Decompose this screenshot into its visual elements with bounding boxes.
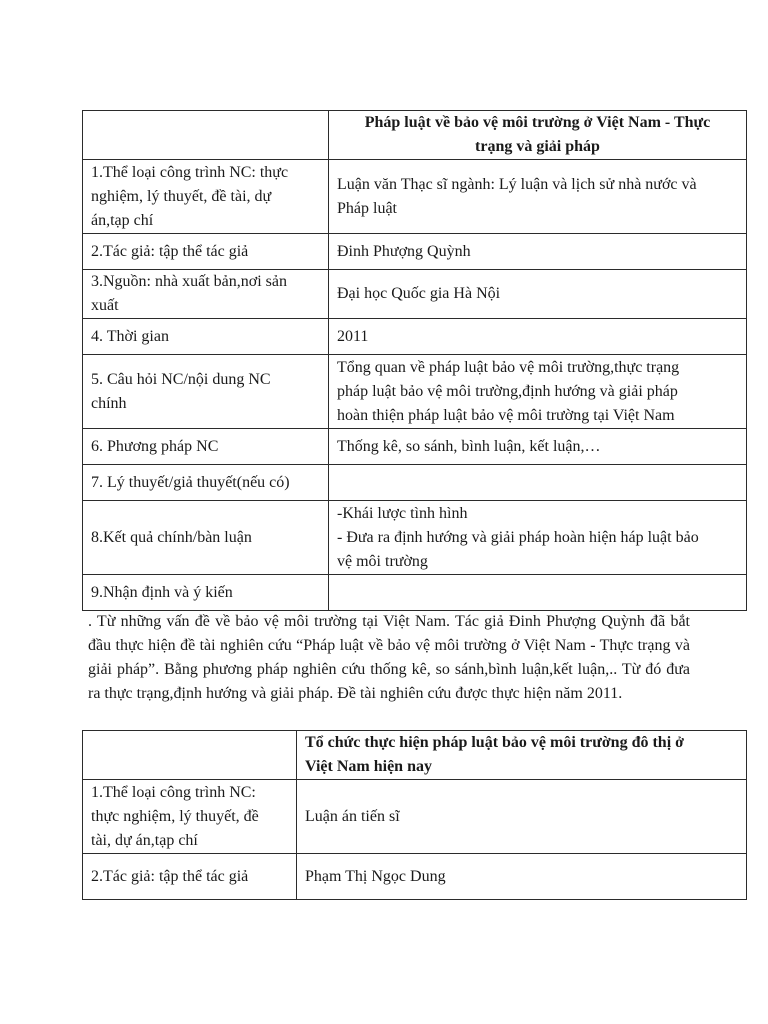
row-label: 2.Tác giả: tập thể tác giả <box>83 234 329 270</box>
research-table-2 <box>82 730 747 900</box>
row-label: 7. Lý thuyết/giả thuyết(nếu có) <box>83 465 329 501</box>
table-row <box>83 575 747 611</box>
header-empty-cell <box>83 731 297 780</box>
research-title-cell: Pháp luật về bảo vệ môi trường ở Việt Nam - Thực trạng và giải pháp <box>329 111 747 160</box>
row-label: 1.Thể loại công trình NC: thực nghiệm, lý thuyết, đề tài, dự án,tạp chí <box>83 780 297 854</box>
row-value: Đại học Quốc gia Hà Nội <box>329 270 747 319</box>
table-row <box>83 270 747 319</box>
row-value: 2011 <box>329 319 747 355</box>
research-table-1 <box>82 110 747 611</box>
header-empty-cell <box>83 111 329 160</box>
table-header-row <box>83 111 747 160</box>
table-row <box>83 429 747 465</box>
row-value: Đinh Phượng Quỳnh <box>329 234 747 270</box>
row-value: Luận văn Thạc sĩ ngành: Lý luận và lịch sử nhà nước và Pháp luật <box>329 160 747 234</box>
table-row <box>83 501 747 575</box>
row-label: 2.Tác giả: tập thể tác giả <box>83 854 297 900</box>
row-value: -Khái lược tình hình - Đưa ra định hướng và giải pháp hoàn hiện háp luật bảo vệ môi trường <box>329 501 747 575</box>
row-label: 9.Nhận định và ý kiến <box>83 575 329 611</box>
row-value: Phạm Thị Ngọc Dung <box>297 854 747 900</box>
table-row <box>83 234 747 270</box>
row-value <box>329 465 747 501</box>
table-row <box>83 465 747 501</box>
research-title-cell: Tổ chức thực hiện pháp luật bảo vệ môi trường đô thị ở Việt Nam hiện nay <box>297 731 747 780</box>
row-label: 5. Câu hỏi NC/nội dung NC chính <box>83 355 329 429</box>
table-row <box>83 319 747 355</box>
table-row <box>83 780 747 854</box>
row-label: 8.Kết quả chính/bàn luận <box>83 501 329 575</box>
row-value <box>329 575 747 611</box>
row-label: 1.Thể loại công trình NC: thực nghiệm, lý thuyết, đề tài, dự án,tạp chí <box>83 160 329 234</box>
row-value: Luận án tiến sĩ <box>297 780 747 854</box>
table-row <box>83 160 747 234</box>
table-row <box>83 854 747 900</box>
table-header-row <box>83 731 747 780</box>
summary-paragraph: . Từ những vấn đề về bảo vệ môi trường tại Việt Nam. Tác giả Đinh Phượng Quỳnh đã bắt đầu thực hiện đề tài nghiên cứu “Pháp luật về bảo vệ môi trường ở Việt Nam - Thực trạng và giải pháp”. Bằng phương pháp nghiên cứu thống kê, so sánh,bình luận,kết luận,.. Từ đó đưa ra thực trạng,định hướng và giải pháp. Đề tài nghiên cứu được thực hiện năm 2011. <box>88 613 690 702</box>
row-label: 4. Thời gian <box>83 319 329 355</box>
row-label: 6. Phương pháp NC <box>83 429 329 465</box>
row-label: 3.Nguồn: nhà xuất bản,nơi sản xuất <box>83 270 329 319</box>
row-value: Thống kê, so sánh, bình luận, kết luận,… <box>329 429 747 465</box>
table-row <box>83 355 747 429</box>
row-value: Tổng quan về pháp luật bảo vệ môi trường,thực trạng pháp luật bảo vệ môi trường,định hướng và giải pháp hoàn thiện pháp luật bảo vệ môi trường tại Việt Nam <box>329 355 747 429</box>
